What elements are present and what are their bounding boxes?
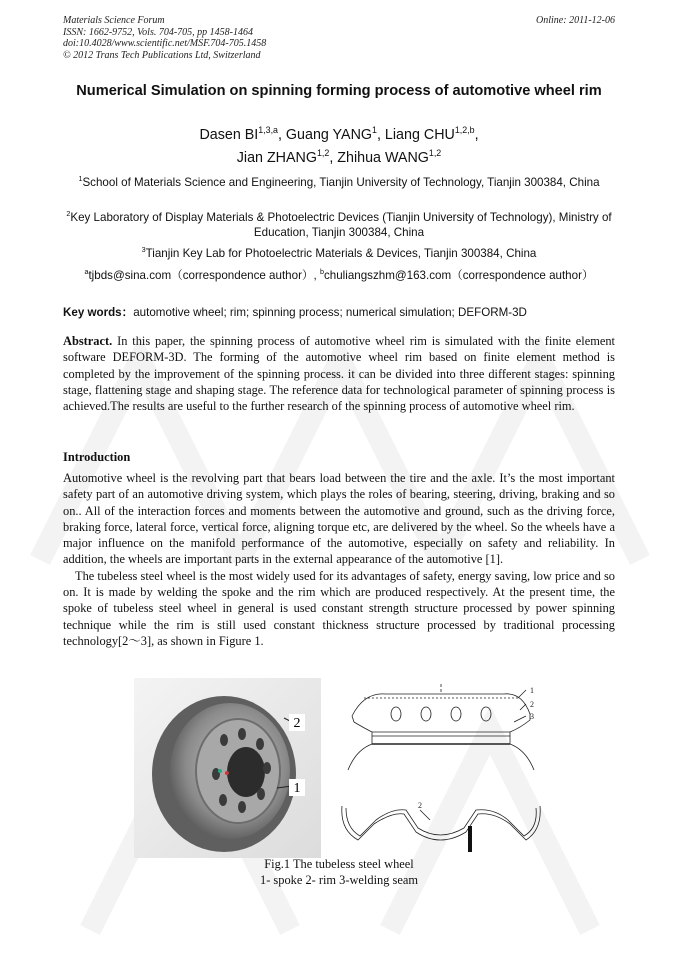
journal-header (63, 15, 615, 61)
doi-line: doi:10.4028/www.scientific.net/MSF.704-705.1458 (63, 38, 267, 49)
drawing-label-3: 3 (530, 712, 534, 721)
online-date: Online: 2011-12-06 (536, 15, 615, 26)
journal-name: Materials Science Forum (63, 15, 165, 26)
keywords-text: automotive wheel; rim; spinning process; numerical simulation; DEFORM-3D (133, 306, 527, 319)
photo-label-2: 2 (293, 716, 301, 731)
drawing-label-2: 2 (530, 700, 534, 709)
keywords-label: Key words： (63, 306, 134, 319)
issn-line: ISSN: 1662-9752, Vols. 704-705, pp 1458-1464 (63, 26, 253, 38)
figure-caption: Fig.1 The tubeless steel wheel (264, 857, 414, 871)
affiliation-mark: 3 (141, 245, 146, 255)
email-a[interactable]: tjbds@sina.com（correspondence author）, (88, 269, 320, 282)
abstract-text: In this paper, the spinning process of automotive wheel rim is simulated with the finite element software DEFORM-3D. The forming of the automotive wheel rim based on finite element method is completed by the improvement of the spinning process. it can be divided into three different stages: spinning stage, flattening stage and shaping stage. The reference data for technological parameter of spinning process is achieved.The results are useful to the further research of the spinning process of automotive wheel rim. (63, 334, 615, 414)
email-mark: b (319, 267, 324, 277)
author-name: Jian ZHANG (236, 150, 317, 166)
drawing-label-1: 1 (530, 686, 534, 695)
author-name: Zhihua WANG (337, 150, 429, 166)
author-list: Dasen BI$^{1,3,a}$, Guang YANG$^1$, Liang CHU$^{1,2,b}$, Jian ZHANG$^{1,2}$, Zhihua WANG$^{1,2}$ (199, 125, 479, 166)
wheel-photo (134, 678, 321, 858)
figure-legend: 1- spoke 2- rim 3-welding seam (260, 873, 418, 887)
email-b[interactable]: chuliangszhm@163.com（correspondence author） (323, 269, 594, 282)
author-affiliation-mark: 1,3,a (258, 125, 278, 136)
introduction-body (63, 470, 615, 649)
author-affiliation-mark: 1,2,b (454, 125, 475, 136)
affiliation-mark: 2 (66, 209, 71, 219)
affiliation-text: School of Materials Science and Engineering, Tianjin University of Technology, Tianjin 300384, China (82, 176, 600, 189)
photo-label-1: 1 (293, 781, 301, 796)
author-name: Dasen BI (199, 127, 259, 143)
email-mark: a (84, 267, 89, 277)
affiliation-3 (58, 246, 620, 261)
paper-title: Numerical Simulation on spinning forming process of automotive wheel rim (76, 83, 602, 99)
affiliation-1 (58, 175, 620, 190)
section-heading-introduction: Introduction (63, 450, 131, 464)
affiliation-mark: 1 (78, 174, 83, 184)
author-affiliation-mark: 1 (372, 125, 377, 136)
wheel-section-drawing (334, 680, 549, 862)
email-line (58, 268, 620, 283)
affiliation-text: Key Laboratory of Display Materials & Photoelectric Devices (Tianjin University of Technology), Ministry of Education, Tianjin 300384, China (70, 211, 612, 239)
paragraph-2: The tubeless steel wheel is the most widely used for its advantages of safety, energy saving, low price and so on. It is made by welding the spoke and the rim which are produced respectively. At the present time, the spoke of tubeless steel wheel in general is used constant strength structure processed by power spinning technique while the rim is still used constant thickness structure processed by traditional processing technology[2～3], as shown in Figure 1. (63, 568, 615, 648)
keywords (63, 304, 615, 320)
paragraph-1: Automotive wheel is the revolving part that bears load between the tire and the axle. It’s the most important safety part of an automotive driving system, which plays the roles of bearing, steering, driving, braking and so on.. All of the interaction forces and moments between the automotive and ground, such as the driving force, braking force, lateral force, vertical force, aligning torque etc, are delivered by the wheel. So the wheels have a major influence on the manifold performance of the automotive, especially on safety and reliability. In addition, the wheels are important parts in the external appearance of the automotive [1]. (63, 471, 615, 567)
author-affiliation-mark: 1,2 (317, 148, 330, 159)
abstract-label: Abstract. (63, 334, 113, 348)
abstract (63, 333, 615, 414)
affiliation-2 (58, 210, 620, 240)
copyright-line: © 2012 Trans Tech Publications Ltd, Switzerland (63, 49, 261, 61)
author-name: Liang CHU (384, 127, 455, 143)
drawing-label-rim: 2 (418, 801, 422, 810)
author-affiliation-mark: 1,2 (428, 148, 442, 159)
affiliation-text: Tianjin Key Lab for Photoelectric Materials & Devices, Tianjin 300384, China (145, 247, 537, 260)
author-name: Guang YANG (285, 127, 373, 143)
